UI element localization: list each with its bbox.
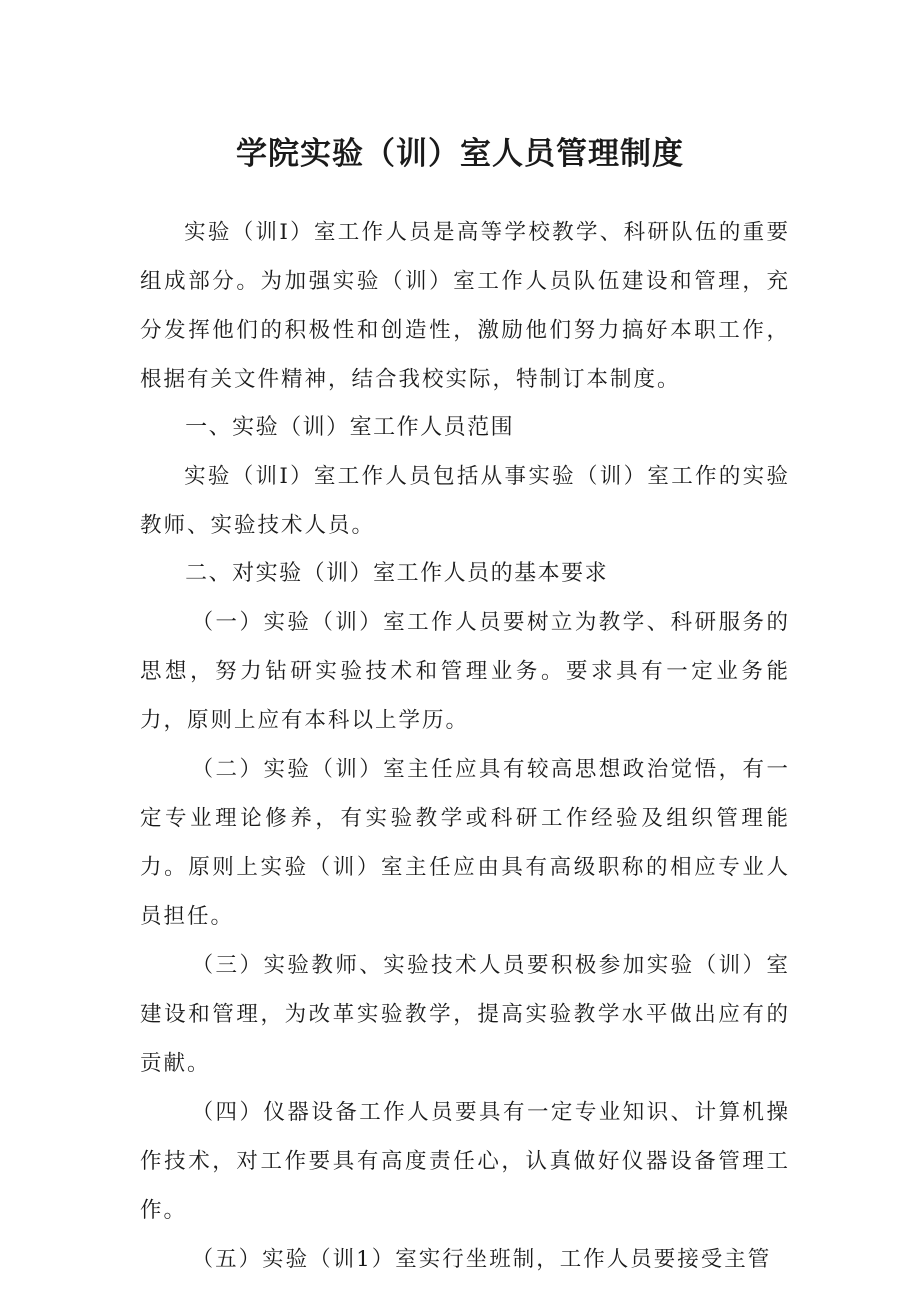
section-2-item-2: （二）实验（训）室主任应具有较高思想政治觉悟，有一定专业理论修养，有实验教学或科研工作经验及组织管理能力。原则上实验（训）室主任应由具有高级职称的相应专业人员担任。 (140, 757, 790, 929)
section-2-item-3: （三）实验教师、实验技术人员要积极参加实验（训）室建设和管理，为改革实验教学，提高实验教学水平做出应有的贡献。 (140, 953, 790, 1076)
document-title: 学院实验（训）室人员管理制度 (236, 136, 684, 172)
intro-paragraph: 实验（训Ⅰ）室工作人员是高等学校教学、科研队伍的重要组成部分。为加强实验（训）室工作人员队伍建设和管理，充分发挥他们的积极性和创造性，激励他们努力搞好本职工作，根据有关文件精神，结合我校实际，特制订本制度。 (140, 220, 790, 392)
section-2-heading: 二、对实验（训）室工作人员的基本要求 (185, 561, 609, 586)
section-2-item-5: （五）实验（训1）室实行坐班制，工作人员要接受主管 (191, 1247, 772, 1272)
section-1-paragraph: 实验（训Ⅰ）室工作人员包括从事实验（训）室工作的实验教师、实验技术人员。 (140, 464, 790, 538)
section-2-item-4: （四）仪器设备工作人员要具有一定专业知识、计算机操作技术，对工作要具有高度责任心，认真做好仪器设备管理工作。 (140, 1100, 790, 1223)
section-1-heading: 一、实验（训）室工作人员范围 (185, 415, 515, 440)
section-2-item-1: （一）实验（训）室工作人员要树立为教学、科研服务的思想，努力钻研实验技术和管理业务。要求具有一定业务能力，原则上应有本科以上学历。 (140, 610, 790, 733)
document-body (140, 208, 790, 1284)
